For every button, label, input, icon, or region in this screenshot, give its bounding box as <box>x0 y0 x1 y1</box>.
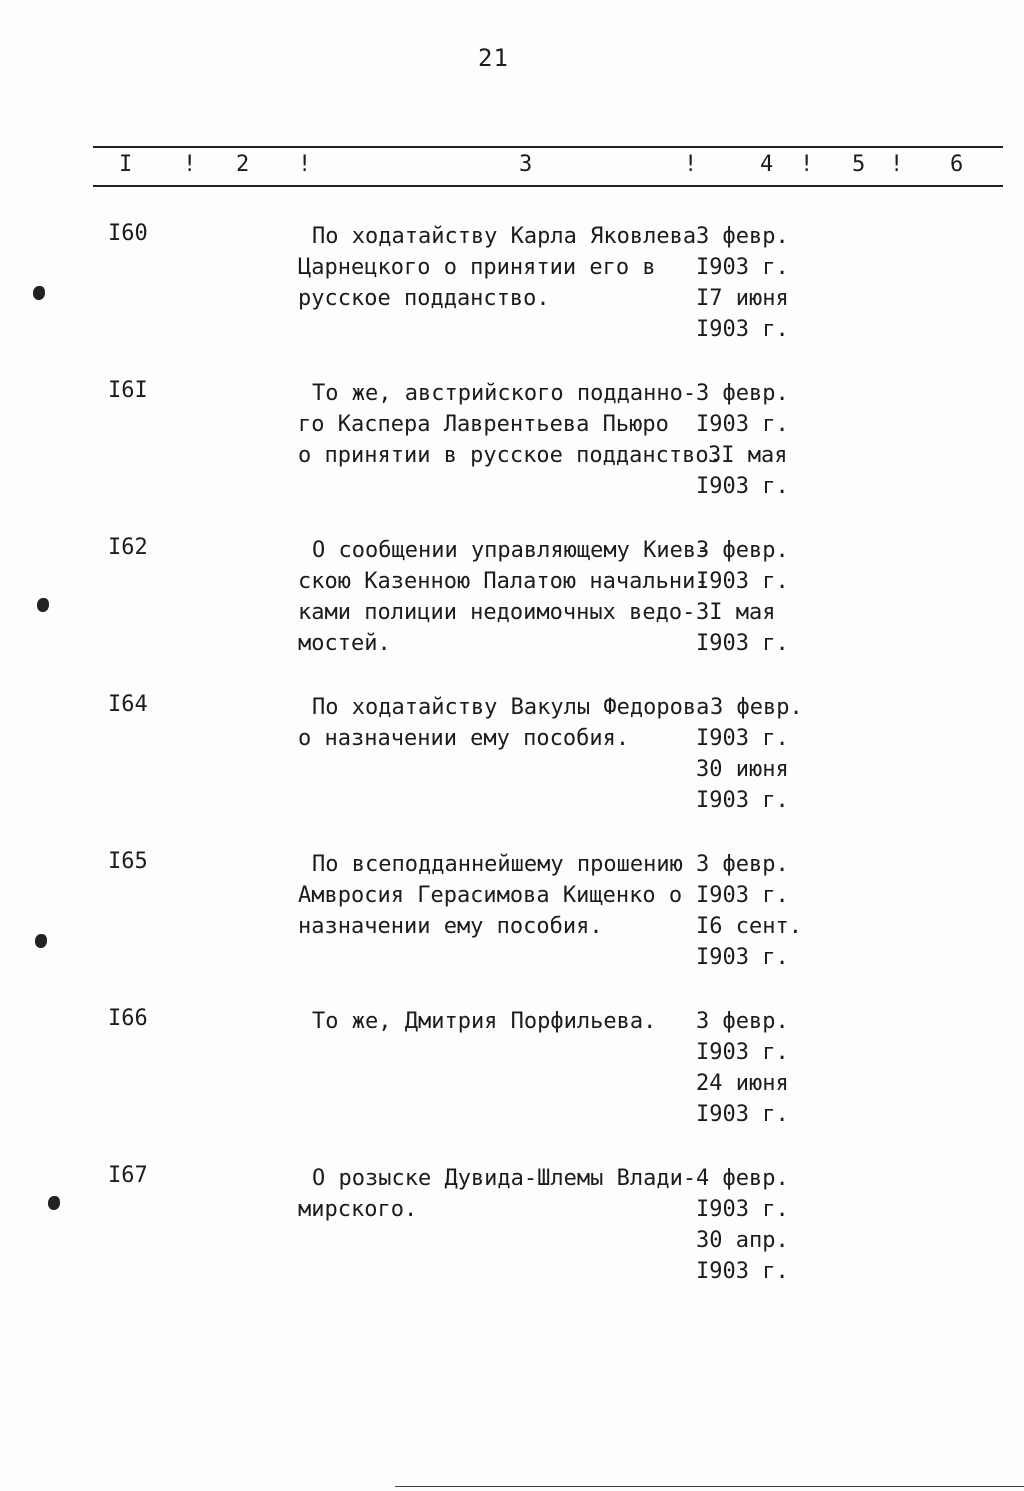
column-separator: ! <box>183 152 197 177</box>
entry-description-line: По всеподданнейшему прошению <box>312 852 683 877</box>
entry-number: I64 <box>108 692 148 717</box>
header-bottom-rule <box>93 185 1003 187</box>
entry-date-line: I903 г. <box>696 945 789 970</box>
entry-description-line: назначении ему пособия. <box>298 914 603 939</box>
entry-date-line: I903 г. <box>696 631 789 656</box>
table-header <box>0 152 1024 182</box>
entry-description-line: О розыске Дувида-Шлемы Влади- <box>312 1166 697 1191</box>
column-header-6: 6 <box>950 152 964 177</box>
entry-date-line: 3 февр. <box>696 538 789 563</box>
punch-hole-mark <box>35 934 47 948</box>
entry-date-line: 30 июня <box>696 757 789 782</box>
punch-hole-mark <box>33 286 45 300</box>
entry-date-line: I903 г. <box>696 1102 789 1127</box>
entry-number: I65 <box>108 849 148 874</box>
entry-number: I66 <box>108 1006 148 1031</box>
entry-description-line: ками полиции недоимочных ведо- <box>298 600 696 625</box>
entry-date-line: I903 г. <box>696 1197 789 1222</box>
entry-date-line: I903 г. <box>696 788 789 813</box>
entry-description-line: То же, Дмитрия Порфильева. <box>312 1009 657 1034</box>
column-header-5: 5 <box>852 152 866 177</box>
column-header-4: 4 <box>760 152 774 177</box>
entry-date-line: I903 г. <box>696 569 789 594</box>
entry-description-line: русское подданство. <box>298 286 550 311</box>
entry-description-line: го Каспера Лаврентьева Пьюро <box>298 412 669 437</box>
column-header-3: 3 <box>519 152 533 177</box>
entry-date-line: 3 февр. <box>696 381 789 406</box>
entry-date-line: 4 февр. <box>696 1166 789 1191</box>
entry-date-line: 3I мая <box>696 600 776 625</box>
punch-hole-mark <box>37 598 49 612</box>
entry-description-line: Царнецкого о принятии его в <box>298 255 656 280</box>
entry-description-line: скою Казенною Палатою начальни- <box>298 569 709 594</box>
entry-date-line: 3I мая <box>708 443 788 468</box>
entry-description-line: о принятии в русское подданство. <box>298 443 722 468</box>
entry-date-line: I903 г. <box>696 474 789 499</box>
entry-description-line: По ходатайству Карла Яковлева <box>312 224 697 249</box>
entry-description-line: мирского. <box>298 1197 418 1222</box>
entry-number: I60 <box>108 221 148 246</box>
entry-description-line: По ходатайству Вакулы Федорова <box>312 695 710 720</box>
entry-number: I62 <box>108 535 148 560</box>
entry-description-line: о назначении ему пособия. <box>298 726 630 751</box>
entry-date-line: 3 февр. <box>696 852 789 877</box>
entry-date-line: I7 июня <box>696 286 789 311</box>
page-number: 21 <box>478 44 509 72</box>
entry-description-line: Амвросия Герасимова Кищенко о <box>298 883 683 908</box>
entry-date-line: 3 февр. <box>696 224 789 249</box>
bottom-edge-line <box>395 1486 1024 1487</box>
column-header-2: 2 <box>236 152 250 177</box>
entry-date-line: I903 г. <box>696 883 789 908</box>
entry-date-line: I903 г. <box>696 1259 789 1284</box>
column-separator: ! <box>684 152 698 177</box>
entry-description-line: О сообщении управляющему Киев- <box>312 538 710 563</box>
entry-date-line: I903 г. <box>696 726 789 751</box>
header-top-rule <box>93 146 1003 148</box>
entry-date-line: I903 г. <box>696 412 789 437</box>
entry-date-line: I903 г. <box>696 255 789 280</box>
entry-date-line: I903 г. <box>696 317 789 342</box>
column-header-1: I <box>119 152 133 177</box>
entry-description-line: мостей. <box>298 631 391 656</box>
column-separator: ! <box>298 152 312 177</box>
entry-description-line: То же, австрийского подданно- <box>312 381 697 406</box>
entry-number: I6I <box>108 378 148 403</box>
column-separator: ! <box>890 152 904 177</box>
column-separator: ! <box>800 152 814 177</box>
punch-hole-mark <box>48 1196 60 1210</box>
entry-date-line: 3 февр. <box>696 1009 789 1034</box>
entry-date-line: I903 г. <box>696 1040 789 1065</box>
entry-date-line: 24 июня <box>696 1071 789 1096</box>
entry-date-line: 3 февр. <box>710 695 803 720</box>
entry-date-line: 30 апр. <box>696 1228 789 1253</box>
entry-date-line: I6 сент. <box>696 914 802 939</box>
entry-number: I67 <box>108 1163 148 1188</box>
